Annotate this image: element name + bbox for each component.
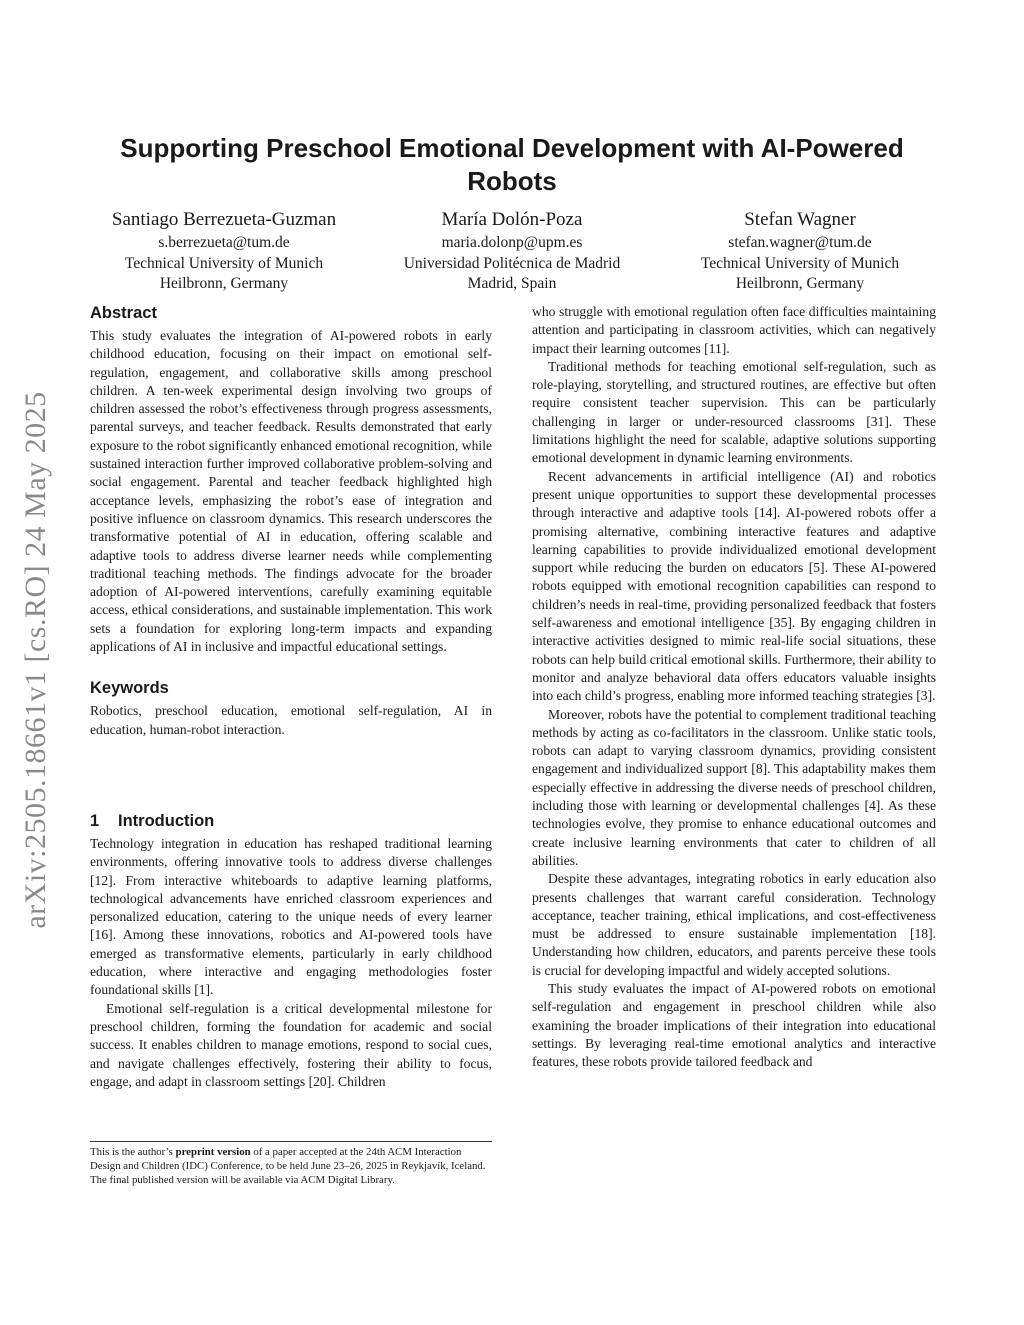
arxiv-id-text: arXiv:2505.18661v1 [cs.RO] 24 May 2025 bbox=[19, 391, 52, 929]
arxiv-identifier bbox=[18, 360, 54, 960]
right-column bbox=[532, 303, 936, 1071]
right-paragraph-3: Recent advancements in artificial intelligence (AI) and robotics present unique opportunities to support these developmental processes through interactive and adaptive tools [14]. AI-powered robots offer a promising alternative, combining interactive features and adaptive learning capabilities to provide individualized emotional development support while reducing the burden on educators [5]. These AI-powered robots equipped with emotional recognition capabilities can respond to children’s needs in real-time, providing personalized feedback that fosters self-awareness and emotional intelligence [35]. By engaging children in interactive activities designed to mimic real-life social situations, these robots can help build critical emotional skills. Furthermore, their ability to monitor and analyze behavioral data offers educators valuable insights into each child’s progress, enabling more informed teaching strategies [3]. bbox=[532, 468, 936, 704]
intro-paragraph-1: Technology integration in education has reshaped traditional learning environments, offering innovative tools to address diverse challenges [12]. From interactive whiteboards to adaptive learning platforms, technological advancements have enriched classroom experiences and personalized education, catering to the unique needs of every learner [16]. Among these innovations, robotics and AI-powered tools have emerged as transformative elements, particularly in early childhood education, where interactive and engaging methodologies foster foundational skills [1]. bbox=[90, 835, 492, 998]
author-email: maria.dolonp@upm.es bbox=[441, 234, 583, 251]
keywords-section bbox=[90, 678, 492, 739]
author-email: stefan.wagner@tum.de bbox=[728, 234, 872, 251]
abstract-heading: Abstract bbox=[90, 304, 157, 322]
author-location: Heilbronn, Germany bbox=[159, 275, 289, 292]
right-paragraph-6: This study evaluates the impact of AI-powered robots on emotional self-regulation and engagement in preschool children while also examining the broader implications of their integration into educational settings. By leveraging real-time emotional analytics and interactive features, these robots provide tailored feedback and bbox=[532, 980, 936, 1070]
author-affiliation: Universidad Politécnica de Madrid bbox=[403, 254, 621, 272]
keywords-heading: Keywords bbox=[90, 679, 169, 698]
footnote-bold: preprint version bbox=[175, 1146, 251, 1158]
right-paragraph-1: who struggle with emotional regulation often face difficulties maintaining attention and participating in classroom activities, which can negatively impact their learning outcomes [11]. bbox=[532, 304, 936, 356]
introduction-section bbox=[90, 811, 492, 1091]
keywords-text: Robotics, preschool education, emotional self-regulation, AI in education, human-robot interaction. bbox=[90, 703, 492, 737]
intro-paragraph-2: Emotional self-regulation is a critical developmental milestone for preschool children, forming the foundation for academic and social success. It enables children to manage emotions, respond to social cues, and navigate challenges effectively, fostering their ability to focus, engage, and adapt in classroom settings [20]. Children bbox=[90, 1000, 492, 1089]
introduction-heading bbox=[90, 811, 492, 831]
left-column bbox=[90, 303, 492, 1091]
author-name: María Dolón-Poza bbox=[441, 209, 583, 230]
author-affiliation: Technical University of Munich bbox=[124, 254, 324, 272]
author-affiliation: Technical University of Munich bbox=[700, 254, 900, 272]
author-2 bbox=[368, 207, 656, 295]
author-location: Madrid, Spain bbox=[467, 275, 557, 292]
right-paragraph-5: Despite these advantages, integrating robotics in early education also presents challenges that warrant careful consideration. Technology acceptance, teacher training, ethical implications, and cost-effectiveness must be addressed to ensure sustainable implementation [18]. Understanding how children, educators, and parents perceive these tools is crucial for developing impactful and widely accepted solutions. bbox=[532, 871, 936, 978]
section-number: 1 bbox=[90, 811, 100, 830]
footnote bbox=[90, 1141, 492, 1187]
author-name: Santiago Berrezueta-Guzman bbox=[111, 209, 337, 230]
author-1 bbox=[80, 207, 368, 295]
author-block bbox=[80, 207, 944, 295]
author-location: Heilbronn, Germany bbox=[735, 275, 865, 292]
author-email: s.berrezueta@tum.de bbox=[158, 234, 290, 251]
author-3 bbox=[656, 207, 944, 295]
footnote-post: of a paper accepted at the 24th ACM Interaction Design and Children (IDC) Conference, to be held June 23–26, 2025 in Reykjavík, Iceland. The final published version will be available via ACM Digital Library. bbox=[90, 1146, 486, 1186]
abstract-text: This study evaluates the integration of AI-powered robots in early childhood education, focusing on their impact on emotional self-regulation, engagement, and collaborative skills among preschool children. A ten-week experimental design involving two groups of children assessed the robot’s effectiveness through progress assessments, parental surveys, and teacher feedback. Results demonstrated that early exposure to the robot significantly enhanced emotional recognition, while sustained interaction further improved collaborative problem-solving and social engagement. Parental and teacher feedback highlighted high acceptance levels, emphasizing the robot’s ease of integration and positive influence on classroom dynamics. This research underscores the transformative potential of AI in education, offering scalable and adaptive tools to address diverse learner needs while complementing traditional teaching methods. The findings advocate for the broader adoption of AI-powered interventions, carefully examining equitable access, ethical considerations, and sustainable implementation. This work sets a foundation for exploring long-term impacts and expanding applications of AI in inclusive and impactful educational settings. bbox=[90, 328, 492, 655]
right-paragraph-4: Moreover, robots have the potential to complement traditional teaching methods by acting as co-facilitators in the classroom. Unlike static tools, robots can adapt to varying classroom dynamics, providing consistent engagement and individualized support [8]. This adaptability makes them especially effective in addressing the diverse needs of preschool children, including those with learning or developmental challenges [4]. As these technologies evolve, they promise to enhance educational outcomes and create inclusive learning environments that cater to children of all abilities. bbox=[532, 706, 936, 868]
footnote-pre: This is the author’s bbox=[90, 1146, 176, 1158]
author-name: Stefan Wagner bbox=[744, 209, 856, 230]
section-title: Introduction bbox=[118, 811, 215, 830]
right-paragraph-2: Traditional methods for teaching emotional self-regulation, such as role-playing, storytelling, and structured routines, are effective but often require consistent teacher supervision. This can be particularly challenging in larger or under-resourced classrooms [31]. These limitations highlight the need for scalable, adaptive solutions supporting emotional development in dynamic learning environments. bbox=[532, 358, 936, 466]
paper-title: Supporting Preschool Emotional Development with AI-Powered Robots bbox=[120, 133, 904, 196]
